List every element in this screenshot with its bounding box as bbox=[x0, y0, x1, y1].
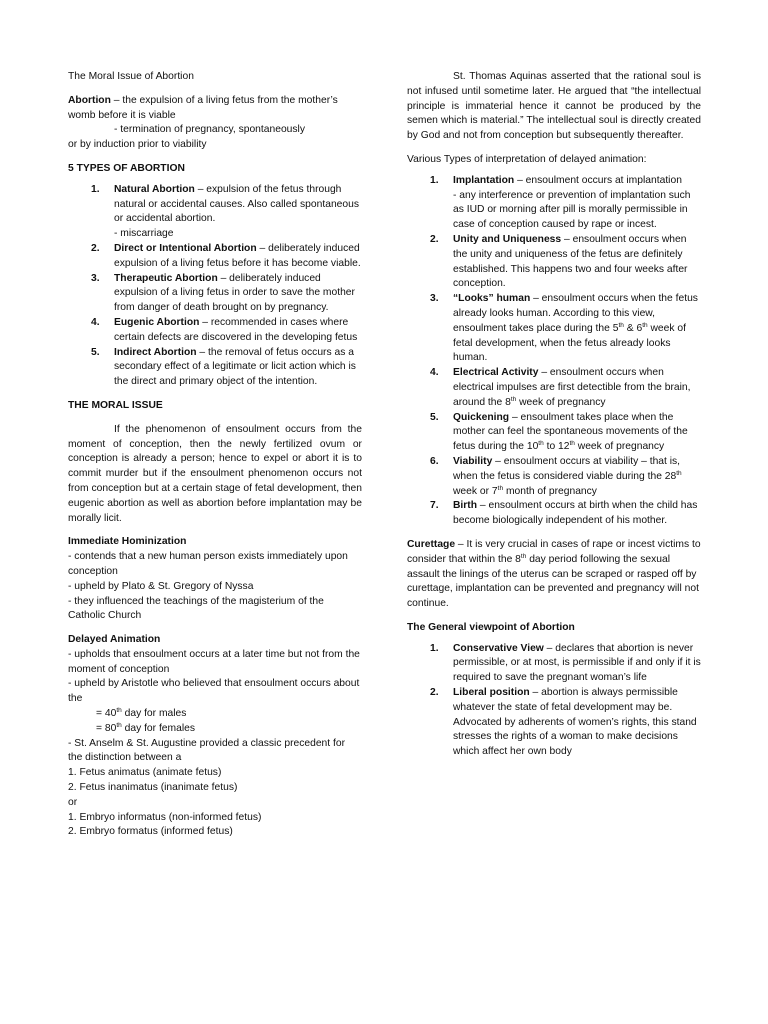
list-item: 2. Unity and Uniqueness – ensoulment occurs when the unity and uniqueness of the fetus are definitely established. This happens two and four weeks after conception. bbox=[430, 233, 688, 290]
types-heading: 5 TYPES OF ABORTION bbox=[68, 162, 185, 174]
viewpoint-list bbox=[407, 642, 701, 760]
list-item: 1. Natural Abortion – expulsion of the fetus through natural or accidental causes. Also called spontaneous or accidental abortion. - miscarriage bbox=[91, 183, 359, 240]
various-types-intro: Various Types of interpretation of delayed animation: bbox=[407, 153, 647, 165]
delayed-animation-heading: Delayed Animation bbox=[68, 634, 161, 646]
types-list bbox=[68, 183, 362, 390]
list-item: 5. Indirect Abortion – the removal of fetus occurs as a secondary effect of a legitimate or licit action which is the direct and primary object of the intention. bbox=[91, 346, 356, 388]
embryo-line: 2. Embryo formatus (informed fetus) bbox=[68, 826, 233, 838]
abortion-definition bbox=[68, 94, 362, 124]
general-viewpoint-heading: The General viewpoint of Abortion bbox=[407, 621, 575, 633]
delayed-line: - upheld by Aristotle who believed that ensoulment occurs about the bbox=[68, 678, 360, 705]
list-item: 4. Eugenic Abortion – recommended in cases where certain defects are discovered in the developing fetus bbox=[91, 316, 358, 343]
list-item: 2. Liberal position – abortion is always permissible whatever the state of fetal development may be. Advocated by adherents of women’s rights, this stand stresses the rights of a woman to make decisions which affect her own body bbox=[430, 687, 697, 758]
animation-types-list bbox=[407, 174, 701, 529]
moral-issue-heading: THE MORAL ISSUE bbox=[68, 399, 163, 411]
fetus-line: 2. Fetus inanimatus (inanimate fetus) bbox=[68, 782, 238, 794]
list-item: 1. Conservative View – declares that abortion is never permissible, or at most, is permissible if and only if it is required to save the pregnant woman’s life bbox=[430, 642, 701, 684]
definition-term: Abortion bbox=[68, 94, 111, 106]
list-item: 6. Viability – ensoulment occurs at viability – that is, when the fetus is considered viable during the 28th week or 7th month of pregnancy bbox=[430, 455, 682, 497]
list-item: 2. Direct or Intentional Abortion – deliberately induced expulsion of a living fetus before it has become viable. bbox=[91, 242, 361, 269]
embryo-line: 1. Embryo informatus (non-informed fetus) bbox=[68, 811, 262, 823]
anselm-line: - St. Anselm & St. Augustine provided a classic precedent for the distinction between a bbox=[68, 737, 346, 764]
curettage-paragraph: Curettage – It is very crucial in cases of rape or incest victims to consider that within the 8th day period following the sexual assault the linings of the uterus can be scraped or rasped off by curettage, implantation can be prevented and pregnancy will not continue. bbox=[407, 538, 701, 610]
or-line: or bbox=[68, 796, 78, 808]
moral-issue-paragraph: If the phenomenon of ensoulment occurs from the moment of conception, then the newly fertilized ovum or conception is already a person; hence to expel or abort it is to commit murder but if the ensoulment phenomenon occurs not from conception but at a certain stage of fetal development, then eugenic abortion as well as abortion before implantation may be morally licit. bbox=[68, 423, 362, 524]
immediate-line: - they influenced the teachings of the magisterium of the Catholic Church bbox=[68, 595, 324, 622]
left-column bbox=[68, 70, 362, 840]
right-column bbox=[407, 70, 701, 760]
females-line: = 80th day for females bbox=[96, 721, 196, 734]
delayed-line: - upholds that ensoulment occurs at a later time but not from the moment of conception bbox=[68, 648, 360, 675]
immediate-line: - upheld by Plato & St. Gregory of Nyssa bbox=[68, 580, 254, 592]
aquinas-paragraph: St. Thomas Aquinas asserted that the rational soul is not infused until sometime later. He argued that “the intellectual principle is immaterial hence it cannot be produced by the semen which is material.” The intellectual soul is directly created by God and not from conception but subsequently thereafter. bbox=[407, 71, 701, 142]
fetus-line: 1. Fetus animatus (animate fetus) bbox=[68, 767, 222, 779]
definition-text: – the expulsion of a living fetus from the mother’s womb before it is viable bbox=[68, 94, 338, 121]
list-item: 3. “Looks” human – ensoulment occurs when the fetus already looks human. According to this view, ensoulment takes place during the 5th & 6th week of fetal development, when the fetus already looks human. bbox=[430, 293, 698, 364]
definition-sub-2: or by induction prior to viability bbox=[68, 139, 207, 151]
immediate-hominization-heading: Immediate Hominization bbox=[68, 536, 187, 548]
list-item: 3. Therapeutic Abortion – deliberately induced expulsion of a living fetus in order to save the mother from danger of death brought on by pregnancy. bbox=[91, 272, 355, 314]
list-item: 7. Birth – ensoulment occurs at birth when the child has become biologically independent of his mother. bbox=[430, 500, 698, 527]
list-item: 4. Electrical Activity – ensoulment occurs when electrical impulses are first detectible from the brain, around the 8th week of pregnancy bbox=[430, 367, 691, 408]
males-line: = 40th day for males bbox=[96, 707, 187, 720]
list-item: 1. Implantation – ensoulment occurs at implantation - any interference or prevention of implantation such as IUD or morning after pill is morally permissible in case of conception caused by rape or incest. bbox=[430, 174, 691, 231]
document-title: The Moral Issue of Abortion bbox=[68, 71, 194, 82]
immediate-line: - contends that a new human person exists immediately upon conception bbox=[68, 551, 348, 577]
list-item: 5. Quickening – ensoulment takes place when the mother can feel the spontaneous movements of the fetus during the 10th to 12th week of pregnancy bbox=[430, 411, 688, 453]
definition-sub-1: - termination of pregnancy, spontaneously bbox=[114, 124, 305, 136]
